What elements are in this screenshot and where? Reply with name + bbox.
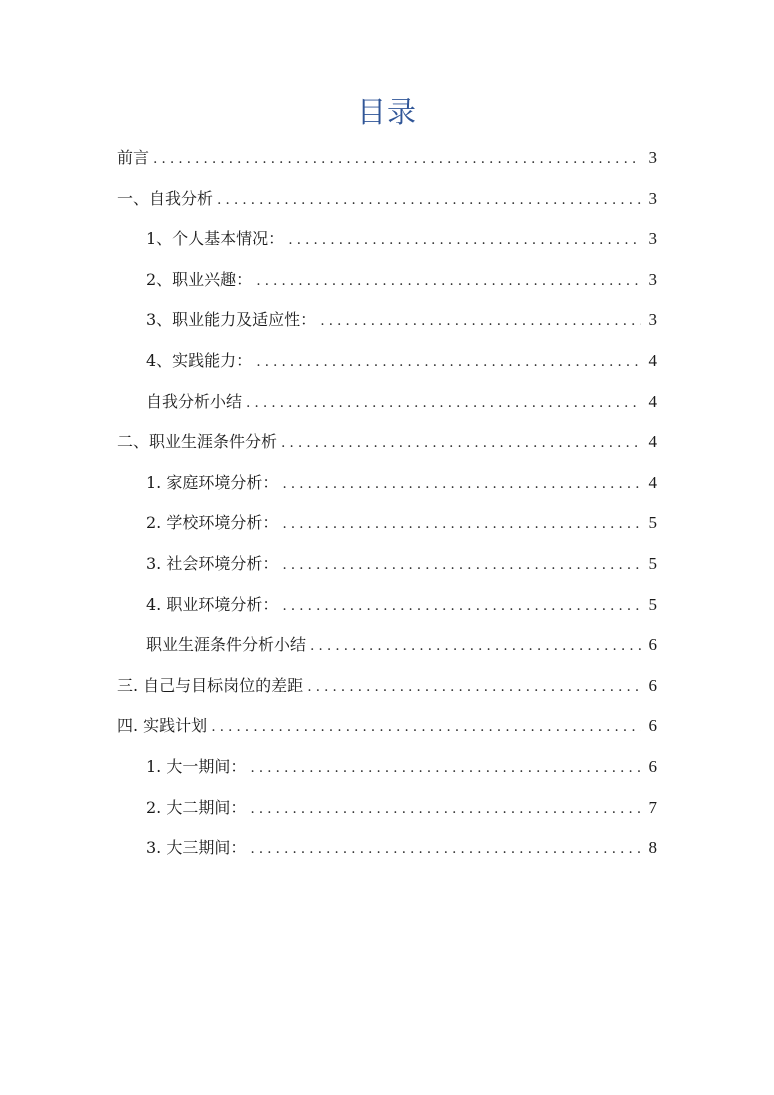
toc-entry-label: 2、职业兴趣：: [146, 269, 253, 289]
toc-page-number: 8: [648, 838, 657, 858]
toc-entry-label: 三. 自己与目标岗位的差距: [117, 675, 304, 695]
toc-entry-practical-ability[interactable]: [117, 341, 657, 382]
toc-page-number: 6: [648, 716, 657, 736]
toc-entry-social-environment[interactable]: [117, 544, 657, 585]
toc-entry-school-environment[interactable]: [117, 503, 657, 544]
toc-dot-leader: [307, 667, 641, 708]
toc-entry-career-interest[interactable]: [117, 260, 657, 301]
toc-entry-label: 3. 社会环境分析：: [146, 553, 279, 573]
toc-dot-leader: [282, 504, 641, 545]
toc-entry-junior-year[interactable]: [117, 828, 657, 869]
toc-page-number: 4: [648, 391, 657, 411]
toc-entry-label: 1. 家庭环境分析：: [146, 472, 279, 492]
toc-entry-self-analysis[interactable]: [117, 179, 657, 220]
toc-page-number: 3: [648, 310, 657, 330]
toc-dot-leader: [282, 464, 641, 505]
toc-dot-leader: [256, 261, 641, 302]
toc-dot-leader: [320, 301, 641, 342]
toc-dot-leader: [250, 789, 641, 830]
toc-entry-label: 3、职业能力及适应性：: [146, 310, 317, 330]
toc-entry-personal-basics[interactable]: [117, 219, 657, 260]
toc-dot-leader: [153, 139, 641, 180]
toc-entry-label: 二、职业生涯条件分析: [117, 432, 278, 452]
toc-entry-label: 一、自我分析: [117, 188, 214, 208]
toc-entry-label: 1、个人基本情况：: [146, 229, 285, 249]
toc-entry-career-environment[interactable]: [117, 585, 657, 626]
toc-entry-career-ability[interactable]: [117, 300, 657, 341]
toc-page-number: 3: [648, 148, 657, 167]
toc-dot-leader: [211, 707, 641, 748]
toc-dot-leader: [282, 545, 641, 586]
toc-dot-leader: [246, 383, 641, 424]
table-of-contents: [117, 138, 657, 869]
toc-entry-label: 2. 大二期间：: [146, 797, 247, 817]
toc-entry-label: 自我分析小结: [146, 391, 243, 411]
toc-dot-leader: [281, 423, 641, 464]
toc-page-number: 4: [648, 472, 657, 492]
toc-page-number: 6: [648, 635, 657, 655]
toc-entry-career-conditions-summary[interactable]: [117, 625, 657, 666]
toc-entry-label: 职业生涯条件分析小结: [146, 635, 307, 655]
toc-dot-leader: [250, 748, 641, 789]
toc-page-number: 4: [648, 350, 657, 370]
toc-dot-leader: [310, 626, 641, 667]
toc-entry-target-gap[interactable]: [117, 666, 657, 707]
toc-entry-career-conditions[interactable]: [117, 422, 657, 463]
toc-dot-leader: [282, 586, 641, 627]
toc-page-number: 3: [648, 269, 657, 289]
toc-page-number: 3: [648, 188, 657, 208]
toc-entry-label: 4. 职业环境分析：: [146, 594, 279, 614]
toc-entry-label: 3. 大三期间：: [146, 838, 247, 858]
toc-title: 目录: [356, 95, 417, 129]
toc-entry-practice-plan[interactable]: [117, 706, 657, 747]
toc-entry-label: 四. 实践计划: [117, 716, 208, 736]
toc-page-number: 6: [648, 756, 657, 776]
toc-entry-self-analysis-summary[interactable]: [117, 382, 657, 423]
toc-entry-freshman-year[interactable]: [117, 747, 657, 788]
toc-entry-label: 1. 大一期间：: [146, 756, 247, 776]
toc-entry-preface[interactable]: [117, 138, 657, 179]
toc-entry-sophomore-year[interactable]: [117, 788, 657, 829]
toc-page-number: 5: [648, 513, 657, 533]
toc-dot-leader: [250, 829, 641, 870]
toc-entry-label: 4、实践能力：: [146, 350, 253, 370]
toc-dot-leader: [288, 220, 641, 261]
toc-page-number: 7: [648, 797, 657, 817]
toc-dot-leader: [217, 180, 641, 221]
toc-entry-family-environment[interactable]: [117, 463, 657, 504]
toc-page-number: 4: [648, 432, 657, 452]
toc-entry-label: 2. 学校环境分析：: [146, 513, 279, 533]
toc-page-number: 6: [648, 675, 657, 695]
toc-entry-label: 前言: [117, 148, 150, 167]
toc-page-number: 3: [648, 229, 657, 249]
toc-dot-leader: [256, 342, 641, 383]
toc-page-number: 5: [648, 594, 657, 614]
toc-page-number: 5: [648, 553, 657, 573]
